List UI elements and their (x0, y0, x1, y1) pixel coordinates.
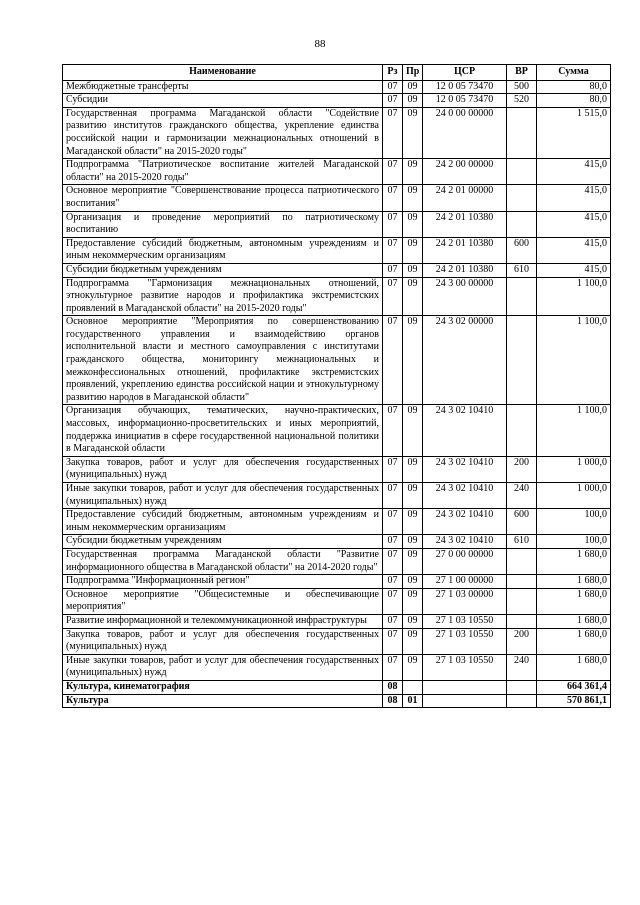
cell-sum: 1 680,0 (537, 588, 611, 614)
cell-vr (507, 588, 537, 614)
cell-rz: 07 (383, 277, 403, 316)
cell-rz: 07 (383, 237, 403, 263)
cell-csr: 24 2 01 00000 (423, 185, 507, 211)
cell-pr: 09 (403, 535, 423, 549)
budget-table (62, 64, 611, 708)
cell-vr (507, 548, 537, 574)
cell-rz: 07 (383, 509, 403, 535)
cell-vr: 600 (507, 237, 537, 263)
header-name: Наименование (63, 65, 383, 81)
cell-rz: 07 (383, 483, 403, 509)
table-body (63, 80, 611, 708)
cell-pr: 09 (403, 588, 423, 614)
cell-name: Предоставление субсидий бюджетным, автономным учреждениям и иным некоммерческим организациям (63, 509, 383, 535)
cell-rz: 07 (383, 94, 403, 108)
cell-name: Иные закупки товаров, работ и услуг для обеспечения государственных (муниципальных) нужд (63, 483, 383, 509)
cell-name: Подпрограмма "Гармонизация межнациональных отношений, этнокультурное развитие народов и профилактика экстремистских проявлений в Магаданской области" на 2015-2020 годы" (63, 277, 383, 316)
cell-rz: 07 (383, 107, 403, 158)
cell-pr: 09 (403, 237, 423, 263)
cell-sum: 415,0 (537, 159, 611, 185)
cell-sum: 570 861,1 (537, 694, 611, 708)
cell-sum: 664 361,4 (537, 680, 611, 694)
cell-sum: 415,0 (537, 263, 611, 277)
cell-csr: 24 3 02 10410 (423, 535, 507, 549)
cell-vr: 610 (507, 535, 537, 549)
cell-name: Организация и проведение мероприятий по патриотическому воспитанию (63, 211, 383, 237)
cell-sum: 1 100,0 (537, 277, 611, 316)
cell-name: Культура, кинематография (63, 680, 383, 694)
cell-rz: 07 (383, 628, 403, 654)
table-row (63, 405, 611, 456)
cell-csr: 24 3 00 00000 (423, 277, 507, 316)
cell-name: Субсидии бюджетным учреждениям (63, 263, 383, 277)
cell-rz: 07 (383, 405, 403, 456)
cell-csr (423, 694, 507, 708)
cell-pr: 09 (403, 628, 423, 654)
cell-pr: 09 (403, 456, 423, 482)
header-sum: Сумма (537, 65, 611, 81)
cell-name: Предоставление субсидий бюджетным, автономным учреждениям и иным некоммерческим организациям (63, 237, 383, 263)
cell-pr: 09 (403, 159, 423, 185)
table-row (63, 509, 611, 535)
cell-rz: 07 (383, 316, 403, 405)
cell-csr (423, 680, 507, 694)
header-pr: Пр (403, 65, 423, 81)
cell-vr (507, 277, 537, 316)
cell-csr: 27 1 00 00000 (423, 575, 507, 589)
cell-sum: 80,0 (537, 94, 611, 108)
cell-sum: 1 680,0 (537, 628, 611, 654)
cell-csr: 24 3 02 10410 (423, 405, 507, 456)
table-row (63, 107, 611, 158)
cell-csr: 24 3 02 10410 (423, 456, 507, 482)
cell-csr: 24 2 01 10380 (423, 211, 507, 237)
cell-rz: 07 (383, 263, 403, 277)
table-row (63, 80, 611, 94)
table-row (63, 316, 611, 405)
table-header-row (63, 65, 611, 81)
cell-pr: 09 (403, 211, 423, 237)
cell-pr: 09 (403, 654, 423, 680)
cell-name: Межбюджетные трансферты (63, 80, 383, 94)
cell-sum: 415,0 (537, 237, 611, 263)
page-number: 88 (314, 38, 326, 50)
cell-name: Основное мероприятие "Совершенствование процесса патриотического воспитания" (63, 185, 383, 211)
cell-csr: 24 2 01 10380 (423, 237, 507, 263)
cell-sum: 1 680,0 (537, 614, 611, 628)
cell-csr: 24 3 02 10410 (423, 483, 507, 509)
cell-vr (507, 614, 537, 628)
cell-rz: 07 (383, 456, 403, 482)
cell-pr: 09 (403, 263, 423, 277)
cell-name: Организация обучающих, тематических, научно-практических, массовых, информационно-просветительских и иных мероприятий, поддержка инициатив в сфере государственной национальной политики в Магаданской области (63, 405, 383, 456)
cell-sum: 100,0 (537, 509, 611, 535)
cell-rz: 07 (383, 654, 403, 680)
cell-sum: 100,0 (537, 535, 611, 549)
cell-vr: 240 (507, 654, 537, 680)
cell-csr: 27 1 03 10550 (423, 654, 507, 680)
cell-pr: 09 (403, 509, 423, 535)
cell-pr (403, 680, 423, 694)
cell-name: Основное мероприятие "Мероприятия по совершенствованию государственного управления и взаимодействию органов исполнительной власти и местного самоуправления с институтами гражданского общества, мониторингу межнациональных и межконфессиональных отношений, профилактике экстремистских проявлений, укреплению единства российской нации и этнокультурному развитию народов в Магаданской области" (63, 316, 383, 405)
cell-csr: 24 3 02 00000 (423, 316, 507, 405)
cell-vr: 610 (507, 263, 537, 277)
table-row (63, 654, 611, 680)
cell-pr: 09 (403, 548, 423, 574)
cell-rz: 07 (383, 588, 403, 614)
table-row (63, 159, 611, 185)
cell-vr (507, 185, 537, 211)
cell-sum: 1 100,0 (537, 316, 611, 405)
table-row (63, 588, 611, 614)
cell-name: Подпрограмма "Патриотическое воспитание жителей Магаданской области" на 2015-2020 годы" (63, 159, 383, 185)
cell-vr: 500 (507, 80, 537, 94)
cell-vr: 600 (507, 509, 537, 535)
cell-pr: 09 (403, 80, 423, 94)
cell-name: Субсидии бюджетным учреждениям (63, 535, 383, 549)
cell-rz: 07 (383, 575, 403, 589)
table-row (63, 548, 611, 574)
cell-name: Иные закупки товаров, работ и услуг для обеспечения государственных (муниципальных) нужд (63, 654, 383, 680)
cell-vr (507, 316, 537, 405)
cell-csr: 12 0 05 73470 (423, 94, 507, 108)
cell-csr: 24 2 00 00000 (423, 159, 507, 185)
table-row (63, 456, 611, 482)
cell-name: Государственная программа Магаданской области "Содействие развитию институтов гражданского общества, укрепление единства российской нации и гармонизации межнациональных отношений в Магаданской области" на 2015-2020 годы" (63, 107, 383, 158)
table-row (63, 277, 611, 316)
table-row (63, 535, 611, 549)
table-row (63, 483, 611, 509)
cell-csr: 24 2 01 10380 (423, 263, 507, 277)
cell-rz: 07 (383, 548, 403, 574)
cell-vr (507, 680, 537, 694)
cell-sum: 415,0 (537, 185, 611, 211)
table-row (63, 694, 611, 708)
cell-vr (507, 694, 537, 708)
cell-name: Подпрограмма "Информационный регион" (63, 575, 383, 589)
cell-rz: 07 (383, 614, 403, 628)
cell-vr (507, 575, 537, 589)
header-vr: ВР (507, 65, 537, 81)
cell-csr: 27 1 03 00000 (423, 588, 507, 614)
table-row (63, 628, 611, 654)
cell-pr: 09 (403, 405, 423, 456)
table-row (63, 575, 611, 589)
cell-csr: 24 0 00 00000 (423, 107, 507, 158)
cell-csr: 24 3 02 10410 (423, 509, 507, 535)
table-row (63, 680, 611, 694)
cell-name: Субсидии (63, 94, 383, 108)
cell-sum: 80,0 (537, 80, 611, 94)
cell-name: Развитие информационной и телекоммуникационной инфраструктуры (63, 614, 383, 628)
cell-rz: 08 (383, 680, 403, 694)
cell-name: Закупка товаров, работ и услуг для обеспечения государственных (муниципальных) нужд (63, 628, 383, 654)
cell-csr: 12 0 05 73470 (423, 80, 507, 94)
table-row (63, 237, 611, 263)
cell-name: Культура (63, 694, 383, 708)
cell-csr: 27 0 00 00000 (423, 548, 507, 574)
cell-vr (507, 107, 537, 158)
cell-sum: 1 680,0 (537, 575, 611, 589)
cell-csr: 27 1 03 10550 (423, 628, 507, 654)
cell-pr: 09 (403, 614, 423, 628)
cell-rz: 08 (383, 694, 403, 708)
cell-pr: 01 (403, 694, 423, 708)
table-row (63, 185, 611, 211)
cell-rz: 07 (383, 535, 403, 549)
cell-rz: 07 (383, 185, 403, 211)
cell-sum: 1 515,0 (537, 107, 611, 158)
cell-pr: 09 (403, 185, 423, 211)
cell-pr: 09 (403, 316, 423, 405)
cell-name: Закупка товаров, работ и услуг для обеспечения государственных (муниципальных) нужд (63, 456, 383, 482)
cell-vr: 240 (507, 483, 537, 509)
table-row (63, 211, 611, 237)
cell-name: Основное мероприятие "Общесистемные и обеспечивающие мероприятия" (63, 588, 383, 614)
header-rz: Рз (383, 65, 403, 81)
cell-name: Государственная программа Магаданской области "Развитие информационного общества в Магаданской области" на 2014-2020 годы" (63, 548, 383, 574)
cell-vr: 520 (507, 94, 537, 108)
cell-vr: 200 (507, 628, 537, 654)
table-row (63, 94, 611, 108)
cell-sum: 1 000,0 (537, 456, 611, 482)
table-row (63, 614, 611, 628)
cell-sum: 1 100,0 (537, 405, 611, 456)
cell-sum: 1 680,0 (537, 548, 611, 574)
cell-sum: 1 000,0 (537, 483, 611, 509)
cell-pr: 09 (403, 575, 423, 589)
cell-vr (507, 211, 537, 237)
cell-rz: 07 (383, 211, 403, 237)
cell-vr: 200 (507, 456, 537, 482)
header-csr: ЦСР (423, 65, 507, 81)
cell-pr: 09 (403, 107, 423, 158)
cell-vr (507, 159, 537, 185)
cell-vr (507, 405, 537, 456)
cell-csr: 27 1 03 10550 (423, 614, 507, 628)
cell-sum: 1 680,0 (537, 654, 611, 680)
cell-rz: 07 (383, 80, 403, 94)
table-row (63, 263, 611, 277)
cell-pr: 09 (403, 94, 423, 108)
cell-pr: 09 (403, 483, 423, 509)
cell-sum: 415,0 (537, 211, 611, 237)
cell-pr: 09 (403, 277, 423, 316)
cell-rz: 07 (383, 159, 403, 185)
